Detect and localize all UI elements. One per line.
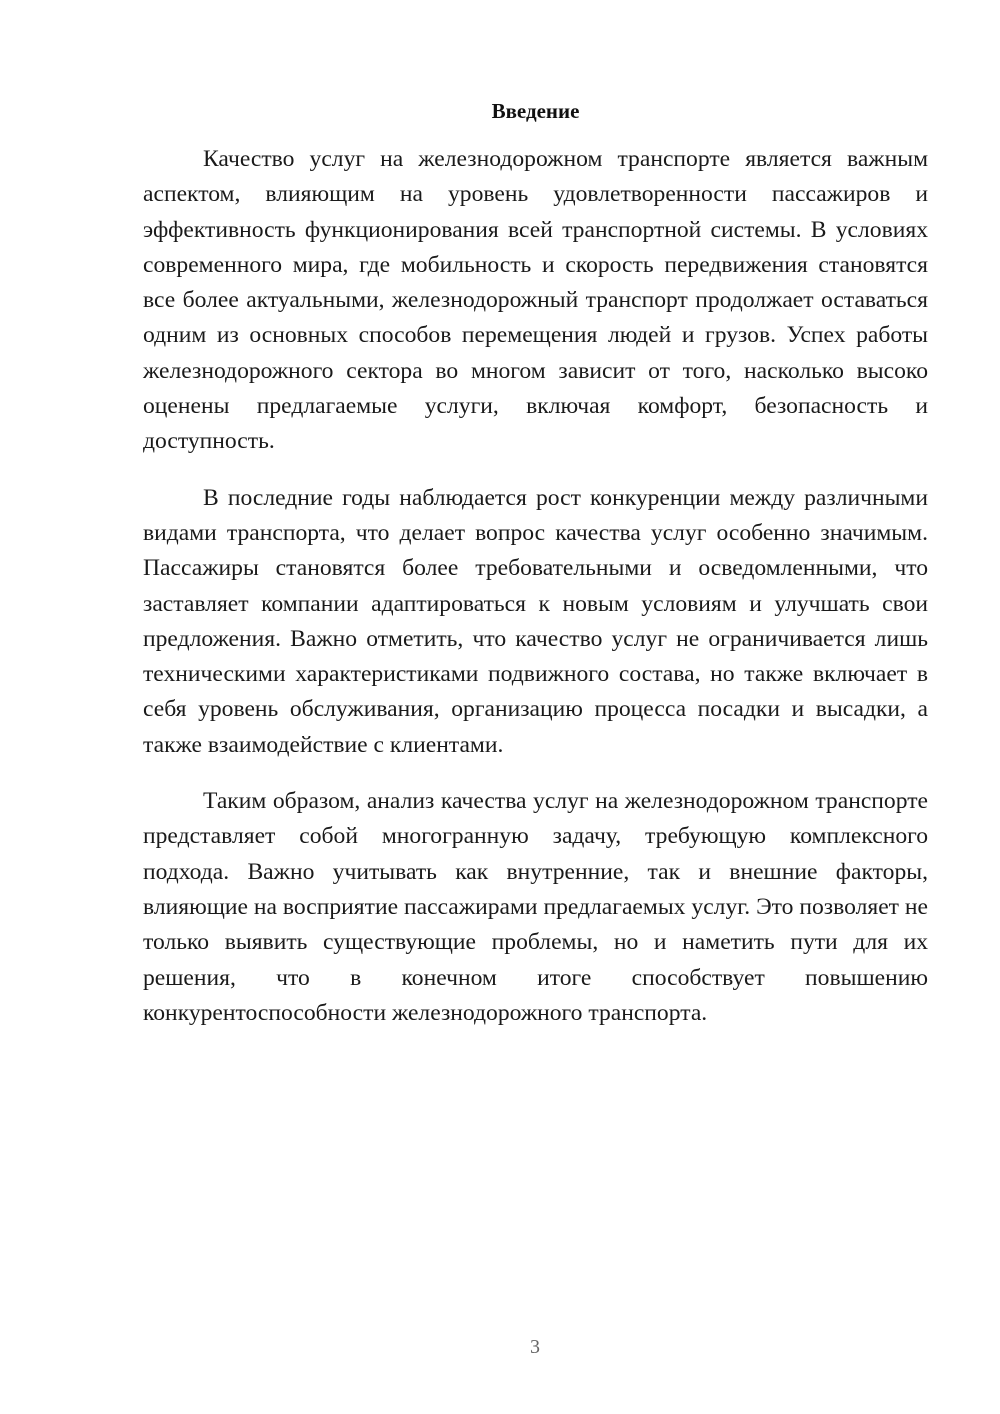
paragraph-3: Таким образом, анализ качества услуг на железнодорожном транспорте представляет собой многогранную задачу, требующую комплексного подхода. Важно учитывать как внутренние, так и внешние факторы, влияющие на восприятие пассажирами предлагаемых услуг. Это позволяет не только выявить существующие проблемы, но и наметить пути для их решения, что в конечном итоге способствует повышению конкурентоспособности железнодорожного транспорта.	[143, 788, 928, 1026]
page-number: 3	[530, 1336, 540, 1358]
paragraph-1: Качество услуг на железнодорожном транспорте является важным аспектом, влияющим на уровень удовлетворенности пассажиров и эффективность функционирования всей транспортной системы. В условиях современного мира, где мобильность и скорость передвижения становятся все более актуальными, железнодорожный транспорт продолжает оставаться одним из основных способов перемещения людей и грузов. Успех работы железнодорожного сектора во многом зависит от того, насколько высоко оценены предлагаемые услуги, включая комфорт, безопасность и доступность.	[143, 146, 928, 455]
paragraph-2: В последние годы наблюдается рост конкуренции между различными видами транспорта, что делает вопрос качества услуг особенно значимым. Пассажиры становятся более требовательными и осведомленными, что заставляет компании адаптироваться к новым условиям и улучшать свои предложения. Важно отметить, что качество услуг не ограничивается лишь техническими характеристиками подвижного состава, но также включает в себя уровень обслуживания, организацию процесса посадки и высадки, а также взаимодействие с клиентами.	[143, 484, 928, 758]
section-heading: Введение	[491, 99, 580, 123]
body-text	[143, 142, 928, 1052]
